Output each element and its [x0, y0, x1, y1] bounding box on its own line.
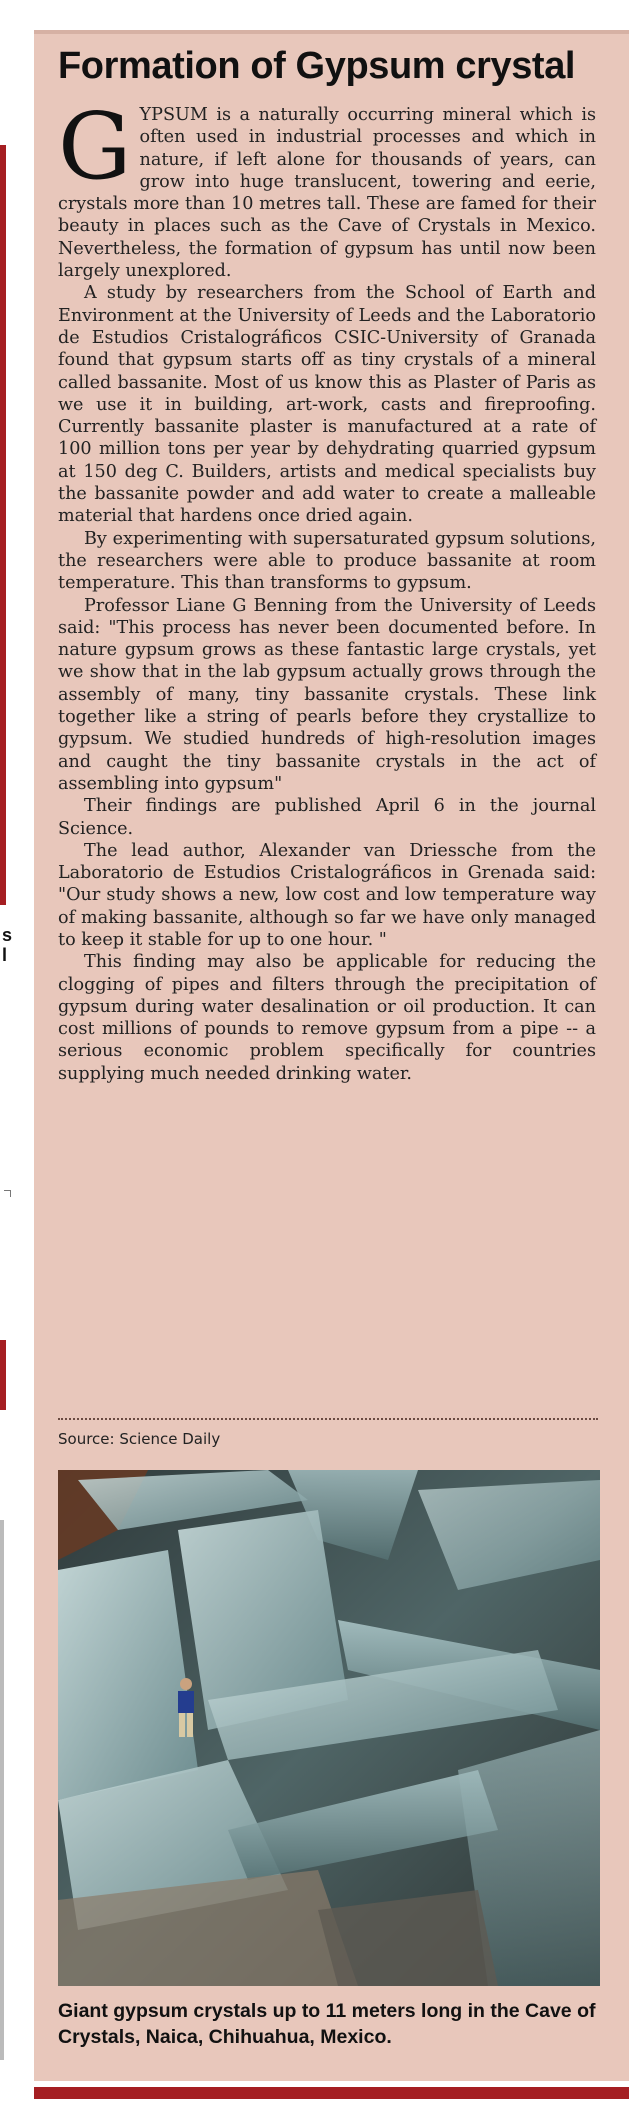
article-paragraph-3: By experimenting with supersaturated gypsum solutions, the researchers were able to produce bassanite at room temperature. This than transforms to gypsum.: [58, 528, 596, 594]
bottom-red-rule: [34, 2087, 629, 2099]
drop-cap: G: [58, 93, 132, 200]
crystal-cave-illustration: [58, 1470, 600, 1986]
adjacent-red-bar: [0, 1340, 6, 1410]
adjacent-text-fragment: s: [2, 925, 13, 945]
article-paragraph-4: Professor Liane G Benning from the University of Leeds said: "This process has never been documented before. In nature gypsum grows as these fantastic large crystals, yet we show that in the lab gypsum actually grows through the assembly of many, tiny bassanite crystals. These link together like a string of pearls before they crystallize to gypsum. We studied hundreds of high-resolution images and caught the tiny bassanite crystals in the act of assembling into gypsum": [58, 595, 596, 794]
adjacent-mark: [4, 1190, 11, 1197]
article-paragraph-1: [58, 93, 596, 282]
article-headline: Formation of Gypsum crystal: [58, 45, 576, 87]
article-paragraph-6: The lead author, Alexander van Driessche from the Laboratorio de Estudios Cristalográficos in Grenada said: "Our study shows a new, low cost and low temperature way of making bassanite, although so far we have only managed to keep it stable for up to one hour. ": [58, 840, 596, 950]
photo-caption: Giant gypsum crystals up to 11 meters long in the Cave of Crystals, Naica, Chihuahua, Mexico.: [58, 2000, 596, 2048]
adjacent-red-bar: [0, 1520, 10, 2060]
article-paragraph-5: Their findings are published April 6 in the journal Science.: [58, 796, 596, 839]
source-credit: Source: Science Daily: [58, 1430, 221, 1448]
article-paragraph-2: A study by researchers from the School of Earth and Environment at the University of Leeds and the Laboratorio de Estudios Cristalográficos CSIC-University of Granada found that gypsum starts off as tiny crystals of a mineral called bassanite. Most of us know this as Plaster of Paris as we use it in building, art-work, casts and fireproofing. Currently bassanite plaster is manufactured at a rate of 100 million tons per year by dehydrating quarried gypsum at 150 deg C. Builders, artists and medical specialists buy the bassanite powder and add water to create a malleable material that hardens once dried again.: [58, 283, 596, 527]
adjacent-red-bar: [0, 145, 6, 905]
paragraph-1-text: YPSUM is a naturally occurring mineral which is often used in industrial processes and which in nature, if left alone for thousands of years, can grow into huge translucent, towering and eerie, crystals more than 10 metres tall. These are famed for their beauty in places such as the Cave of Crystals in Mexico. Nevertheless, the formation of gypsum has until now been largely unexplored.: [58, 105, 596, 282]
adjacent-page-strip: [0, 0, 34, 2105]
adjacent-text-fragment: l: [2, 945, 8, 965]
article-body: [58, 93, 596, 1085]
article-paragraph-7: This finding may also be applicable for reducing the clogging of pipes and filters through the precipitation of gypsum during water desalination or oil production. It can cost millions of pounds to remove gypsum from a pipe -- a serious economic problem specifically for countries supplying much needed drinking water.: [58, 952, 596, 1084]
source-divider: [58, 1418, 598, 1420]
cave-of-crystals-photo: [58, 1470, 600, 1986]
